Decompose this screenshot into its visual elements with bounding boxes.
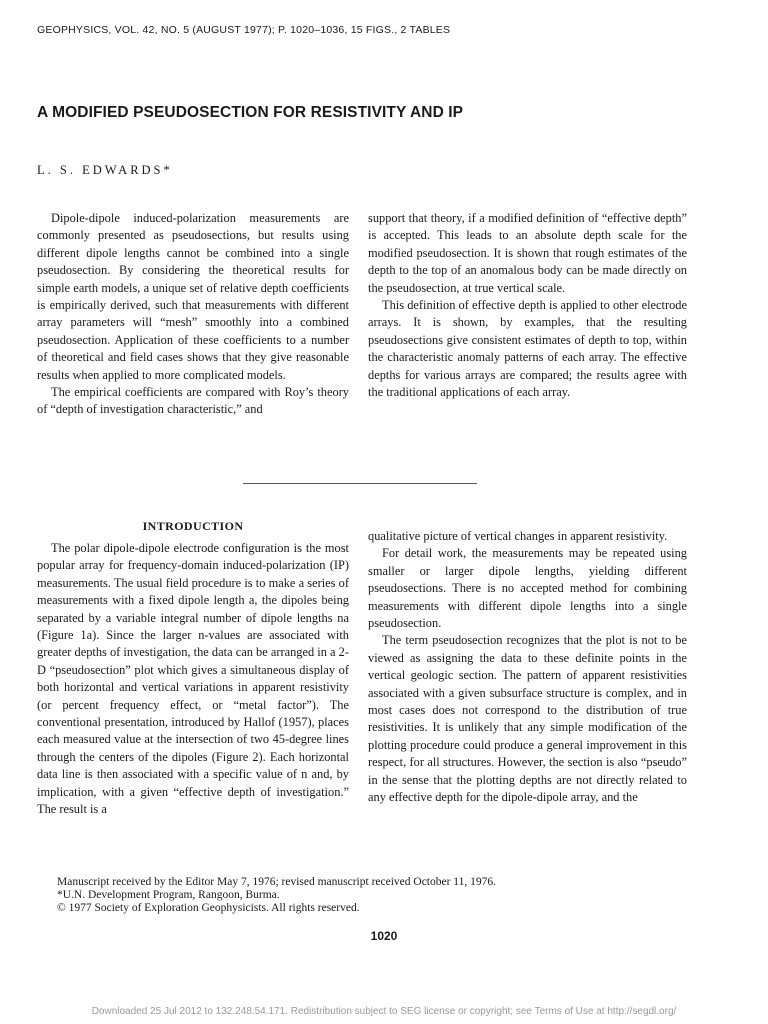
abstract-paragraph: Dipole-dipole induced-polarization measurements are commonly presented as pseudosections, but results using different dipole lengths cannot be combined into a single pseudosection. By considering the theoretical results for simple earth models, a unique set of relative depth coefficients is empirically derived, such that measurements with different array parameters will “mesh” smoothly into a combined pseudosection. Application of these coefficients to a number of theoretical and field cases shows that they give reasonable results when applied to more complicated models. <box>37 211 349 382</box>
footnote-copyright: © 1977 Society of Exploration Geophysicists. All rights reserved. <box>57 902 360 914</box>
journal-header: GEOPHYSICS, VOL. 42, NO. 5 (AUGUST 1977); P. 1020–1036, 15 FIGS., 2 TABLES <box>37 24 451 36</box>
section-divider <box>243 483 477 484</box>
introduction-left-column <box>37 540 349 819</box>
author-name: L. S. EDWARDS* <box>37 163 173 177</box>
footnote-manuscript: Manuscript received by the Editor May 7, 1976; revised manuscript received October 11, 1976. <box>57 876 496 888</box>
body-paragraph: qualitative picture of vertical changes in apparent resistivity. <box>368 529 668 543</box>
page-number: 1020 <box>370 929 398 943</box>
footnote-affiliation: *U.N. Development Program, Rangoon, Burma. <box>57 889 280 901</box>
introduction-right-column <box>368 528 687 807</box>
abstract-right-column <box>368 210 687 401</box>
body-paragraph: The polar dipole-dipole electrode configuration is the most popular array for frequency-domain induced-polarization (IP) measurements. The usual field procedure is to make a series of measurements with a fixed dipole length a, the dipoles being separated by a variable integral number of dipole lengths na (Figure 1a). Since the larger n-values are associated with greater depths of investigation, the data can be arranged in a 2-D “pseudosection” plot which gives a simultaneous display of both horizontal and vertical variations in apparent resistivity (or percent frequency effect, or “metal factor”). The conventional presentation, introduced by Hallof (1957), places each measured value at the intersection of two 45-degree lines through the centers of the dipoles (Figure 2). Each horizontal data line is then associated with a specific value of n and, by implication, with a given “effective depth of investigation.” The result is a <box>37 541 349 817</box>
abstract-paragraph: support that theory, if a modified definition of “effective depth” is accepted. This leads to an absolute depth scale for the modified pseudosection. It is shown that rough estimates of the depth to the top of an anomalous body can be made directly on the pseudosection, at true vertical scale. <box>368 211 687 295</box>
abstract-left-column <box>37 210 349 419</box>
introduction-heading: INTRODUCTION <box>142 519 244 533</box>
abstract-paragraph: The empirical coefficients are compared with Roy’s theory of “depth of investigation characteristic,” and <box>37 385 349 417</box>
body-paragraph: The term pseudosection recognizes that the plot is not to be viewed as assigning the data to these definite points in the vertical geologic section. The pattern of apparent resistivities associated with a given subsurface structure is complex, and in most cases does not correspond to the distribution of true resistivities. It is unlikely that any simple modification of the plotting procedure could produce a general improvement in this respect, for all structures. However, the section is also “pseudo” in the sense that the plotting depths are not directly related to any effective depth for the dipole-dipole array, and the <box>368 633 687 805</box>
abstract-paragraph: This definition of effective depth is applied to other electrode arrays. It is shown, by examples, that the resulting pseudosections give consistent estimates of depth to top, within the characteristic anomaly patterns of each array. The effective depths for various arrays are compared; the results agree with the traditional applications of each array. <box>368 298 687 400</box>
body-paragraph: For detail work, the measurements may be repeated using smaller or larger dipole lengths, yielding different pseudosections. There is no accepted method for combining measurements with different dipole lengths into a single pseudosection. <box>368 546 687 631</box>
article-title: A MODIFIED PSEUDOSECTION FOR RESISTIVITY AND IP <box>37 104 464 121</box>
download-notice: Downloaded 25 Jul 2012 to 132.248.54.171. Redistribution subject to SEG license or copyright; see Terms of Use at http://segdl.org/ <box>91 1006 677 1017</box>
